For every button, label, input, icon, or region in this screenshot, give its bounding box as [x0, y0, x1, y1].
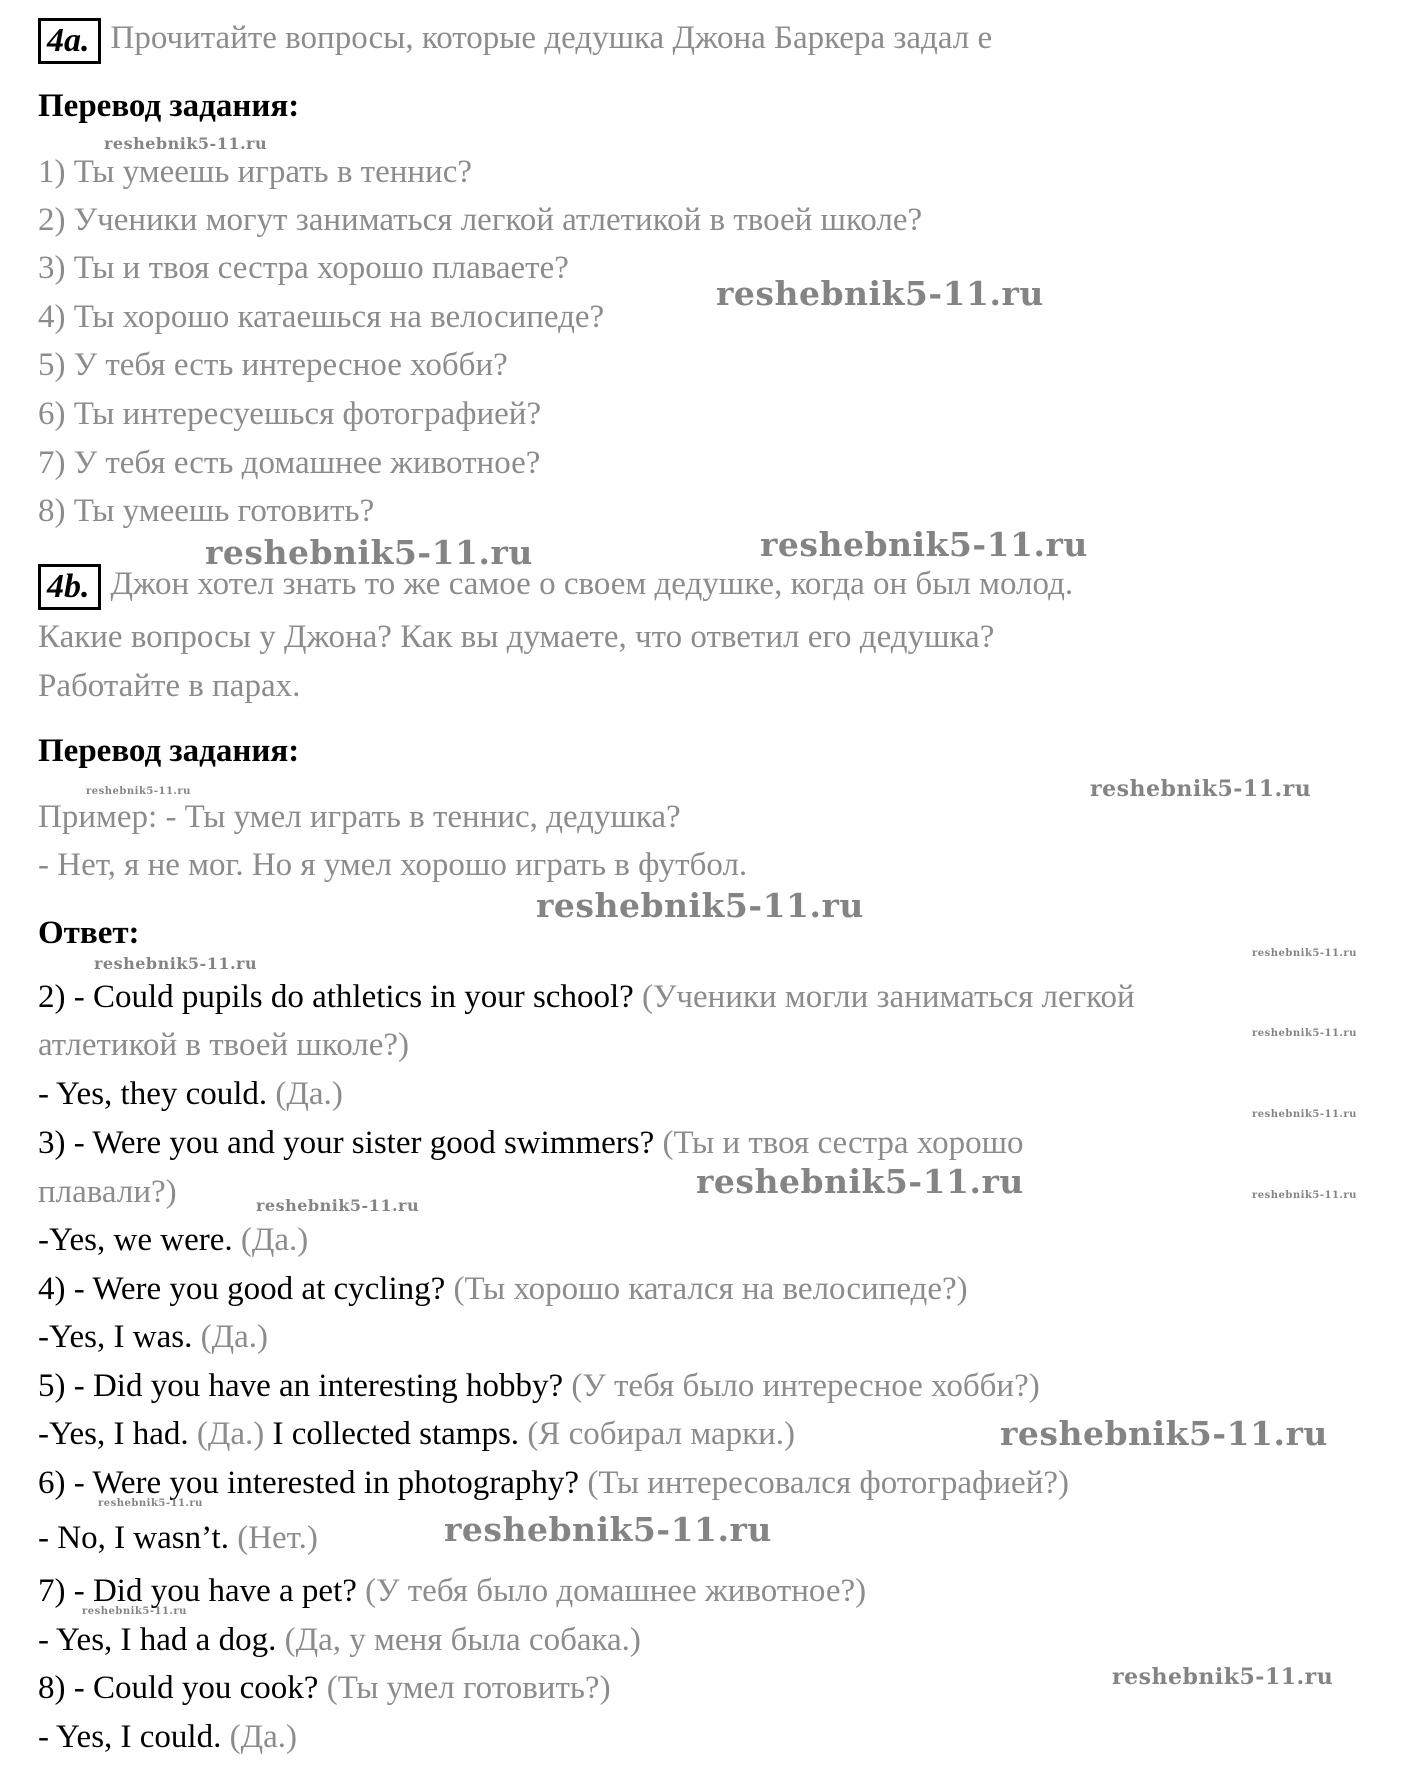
answer-ru: (Нет.)	[237, 1520, 318, 1556]
answer-line-8	[38, 1317, 268, 1357]
answer-ru: (Ты умел готовить?)	[326, 1670, 611, 1706]
answer-ru: (Да, у меня была собака.)	[284, 1622, 641, 1658]
answer-ru: (У тебя было интересное хобби?)	[571, 1368, 1040, 1404]
answer-en: - Yes, I could.	[38, 1719, 222, 1755]
answer-en: 4) - Were you good at cycling?	[38, 1271, 446, 1307]
answer-en: 6) - Were you interested in photography?	[38, 1465, 580, 1501]
watermark: reshebnik5-11.ru	[1090, 776, 1312, 802]
task-4a-item-3: 3) Ты и твоя сестра хорошо плаваете?	[38, 250, 569, 286]
watermark: reshebnik5-11.ru	[536, 886, 864, 925]
answer-ru: (Да.)	[200, 1319, 268, 1355]
watermark: reshebnik5-11.ru	[1252, 1109, 1357, 1120]
answer-line-16	[38, 1717, 297, 1757]
answer-ru: (Ученики могли заниматься легкой	[642, 979, 1135, 1015]
watermark: reshebnik5-11.ru	[104, 134, 268, 153]
watermark: reshebnik5-11.ru	[1252, 948, 1357, 959]
watermark: reshebnik5-11.ru	[98, 1498, 203, 1509]
task-4b-header	[38, 564, 1073, 610]
answer-ru-extra: (Я собирал марки.)	[527, 1416, 796, 1452]
answer-line-12	[38, 1518, 318, 1558]
answer-ru: (Ты хорошо катался на велосипеде?)	[453, 1271, 968, 1307]
watermark: reshebnik5-11.ru	[1252, 1028, 1357, 1039]
answer-en: 3) - Were you and your sister good swimmers?	[38, 1125, 655, 1161]
answer-line-7	[38, 1269, 968, 1309]
task-4a-item-6: 6) Ты интересуешься фотографией?	[38, 396, 542, 432]
watermark: reshebnik5-11.ru	[256, 1196, 420, 1215]
answer-ru: плавали?)	[38, 1174, 177, 1210]
answer-en: - Yes, they could.	[38, 1076, 268, 1112]
answer-ru: атлетикой в твоей школе?)	[38, 1027, 410, 1063]
answer-en: 2) - Could pupils do athletics in your school?	[38, 979, 634, 1015]
task-4a-tag: 4a.	[38, 18, 101, 64]
answer-line-13	[38, 1571, 866, 1611]
task-4b-example-2: - Нет, я не мог. Но я умел хорошо играть в футбол.	[38, 847, 748, 883]
answer-en-extra: I collected stamps.	[272, 1416, 520, 1452]
task-4a-item-4: 4) Ты хорошо катаешься на велосипеде?	[38, 299, 605, 335]
task-4b-example-1: Пример: - Ты умел играть в теннис, дедушка?	[38, 799, 681, 835]
task-4a-item-2: 2) Ученики могут заниматься легкой атлетикой в твоей школе?	[38, 202, 923, 238]
watermark: reshebnik5-11.ru	[205, 533, 533, 572]
answer-en: -Yes, I was.	[38, 1319, 193, 1355]
task-4a-item-7: 7) У тебя есть домашнее животное?	[38, 445, 541, 481]
watermark: reshebnik5-11.ru	[82, 1606, 187, 1617]
answer-line-14	[38, 1620, 641, 1660]
answer-line-11	[38, 1463, 1069, 1503]
answer-ru: (Да.)	[240, 1222, 309, 1258]
watermark: reshebnik5-11.ru	[86, 786, 191, 797]
task-4b-translation-heading: Перевод задания:	[38, 733, 300, 769]
task-4a-item-1: 1) Ты умеешь играть в теннис?	[38, 154, 473, 190]
answer-ru: (Ты и твоя сестра хорошо	[662, 1125, 1024, 1161]
watermark: reshebnik5-11.ru	[716, 274, 1044, 313]
task-4a-item-8: 8) Ты умеешь готовить?	[38, 493, 375, 529]
answer-line-1	[38, 977, 1135, 1017]
answer-ru: (Ты интересовался фотографией?)	[587, 1465, 1069, 1501]
watermark: reshebnik5-11.ru	[1252, 1190, 1357, 1201]
answer-en: 5) - Did you have an interesting hobby?	[38, 1368, 564, 1404]
answer-line-15	[38, 1668, 611, 1708]
answer-en: -Yes, we were.	[38, 1222, 233, 1258]
answer-ru: (Да.)	[275, 1076, 343, 1112]
task-4a-instruction: Прочитайте вопросы, которые дедушка Джона Баркера задал е	[110, 20, 993, 56]
answer-en: - Yes, I had a dog.	[38, 1622, 277, 1658]
answer-ru: (У тебя было домашнее животное?)	[365, 1573, 867, 1609]
answer-en: - No, I wasn’t.	[38, 1520, 229, 1556]
answer-en: 8) - Could you cook?	[38, 1670, 319, 1706]
answer-line-9	[38, 1366, 1040, 1406]
answer-line-6	[38, 1220, 308, 1260]
watermark: reshebnik5-11.ru	[1000, 1414, 1328, 1453]
answer-en: -Yes, I had.	[38, 1416, 189, 1452]
watermark: reshebnik5-11.ru	[696, 1162, 1024, 1201]
answer-ru: (Да.)	[229, 1719, 297, 1755]
watermark: reshebnik5-11.ru	[760, 525, 1088, 564]
answer-line-10	[38, 1414, 795, 1454]
task-4a-item-5: 5) У тебя есть интересное хобби?	[38, 347, 508, 383]
task-4b-instruction-3: Работайте в парах.	[38, 668, 301, 704]
task-4b-instruction-1: Джон хотел знать то же самое о своем дедушке, когда он был молод.	[110, 566, 1074, 602]
task-4a-header	[38, 18, 992, 64]
watermark: reshebnik5-11.ru	[444, 1510, 772, 1549]
answer-line-3	[38, 1074, 343, 1114]
answer-line-5	[38, 1172, 177, 1212]
task-4a-translation-heading: Перевод задания:	[38, 88, 300, 124]
answer-line-2	[38, 1025, 409, 1065]
answer-line-4	[38, 1123, 1024, 1163]
answer-en: 7) - Did you have a pet?	[38, 1573, 357, 1609]
watermark: reshebnik5-11.ru	[1112, 1664, 1334, 1690]
answer-heading: Ответ:	[38, 915, 140, 951]
task-4b-instruction-2: Какие вопросы у Джона? Как вы думаете, что ответил его дедушка?	[38, 619, 995, 655]
answer-ru: (Да.)	[196, 1416, 265, 1452]
task-4b-tag: 4b.	[38, 564, 101, 610]
watermark: reshebnik5-11.ru	[94, 954, 258, 973]
